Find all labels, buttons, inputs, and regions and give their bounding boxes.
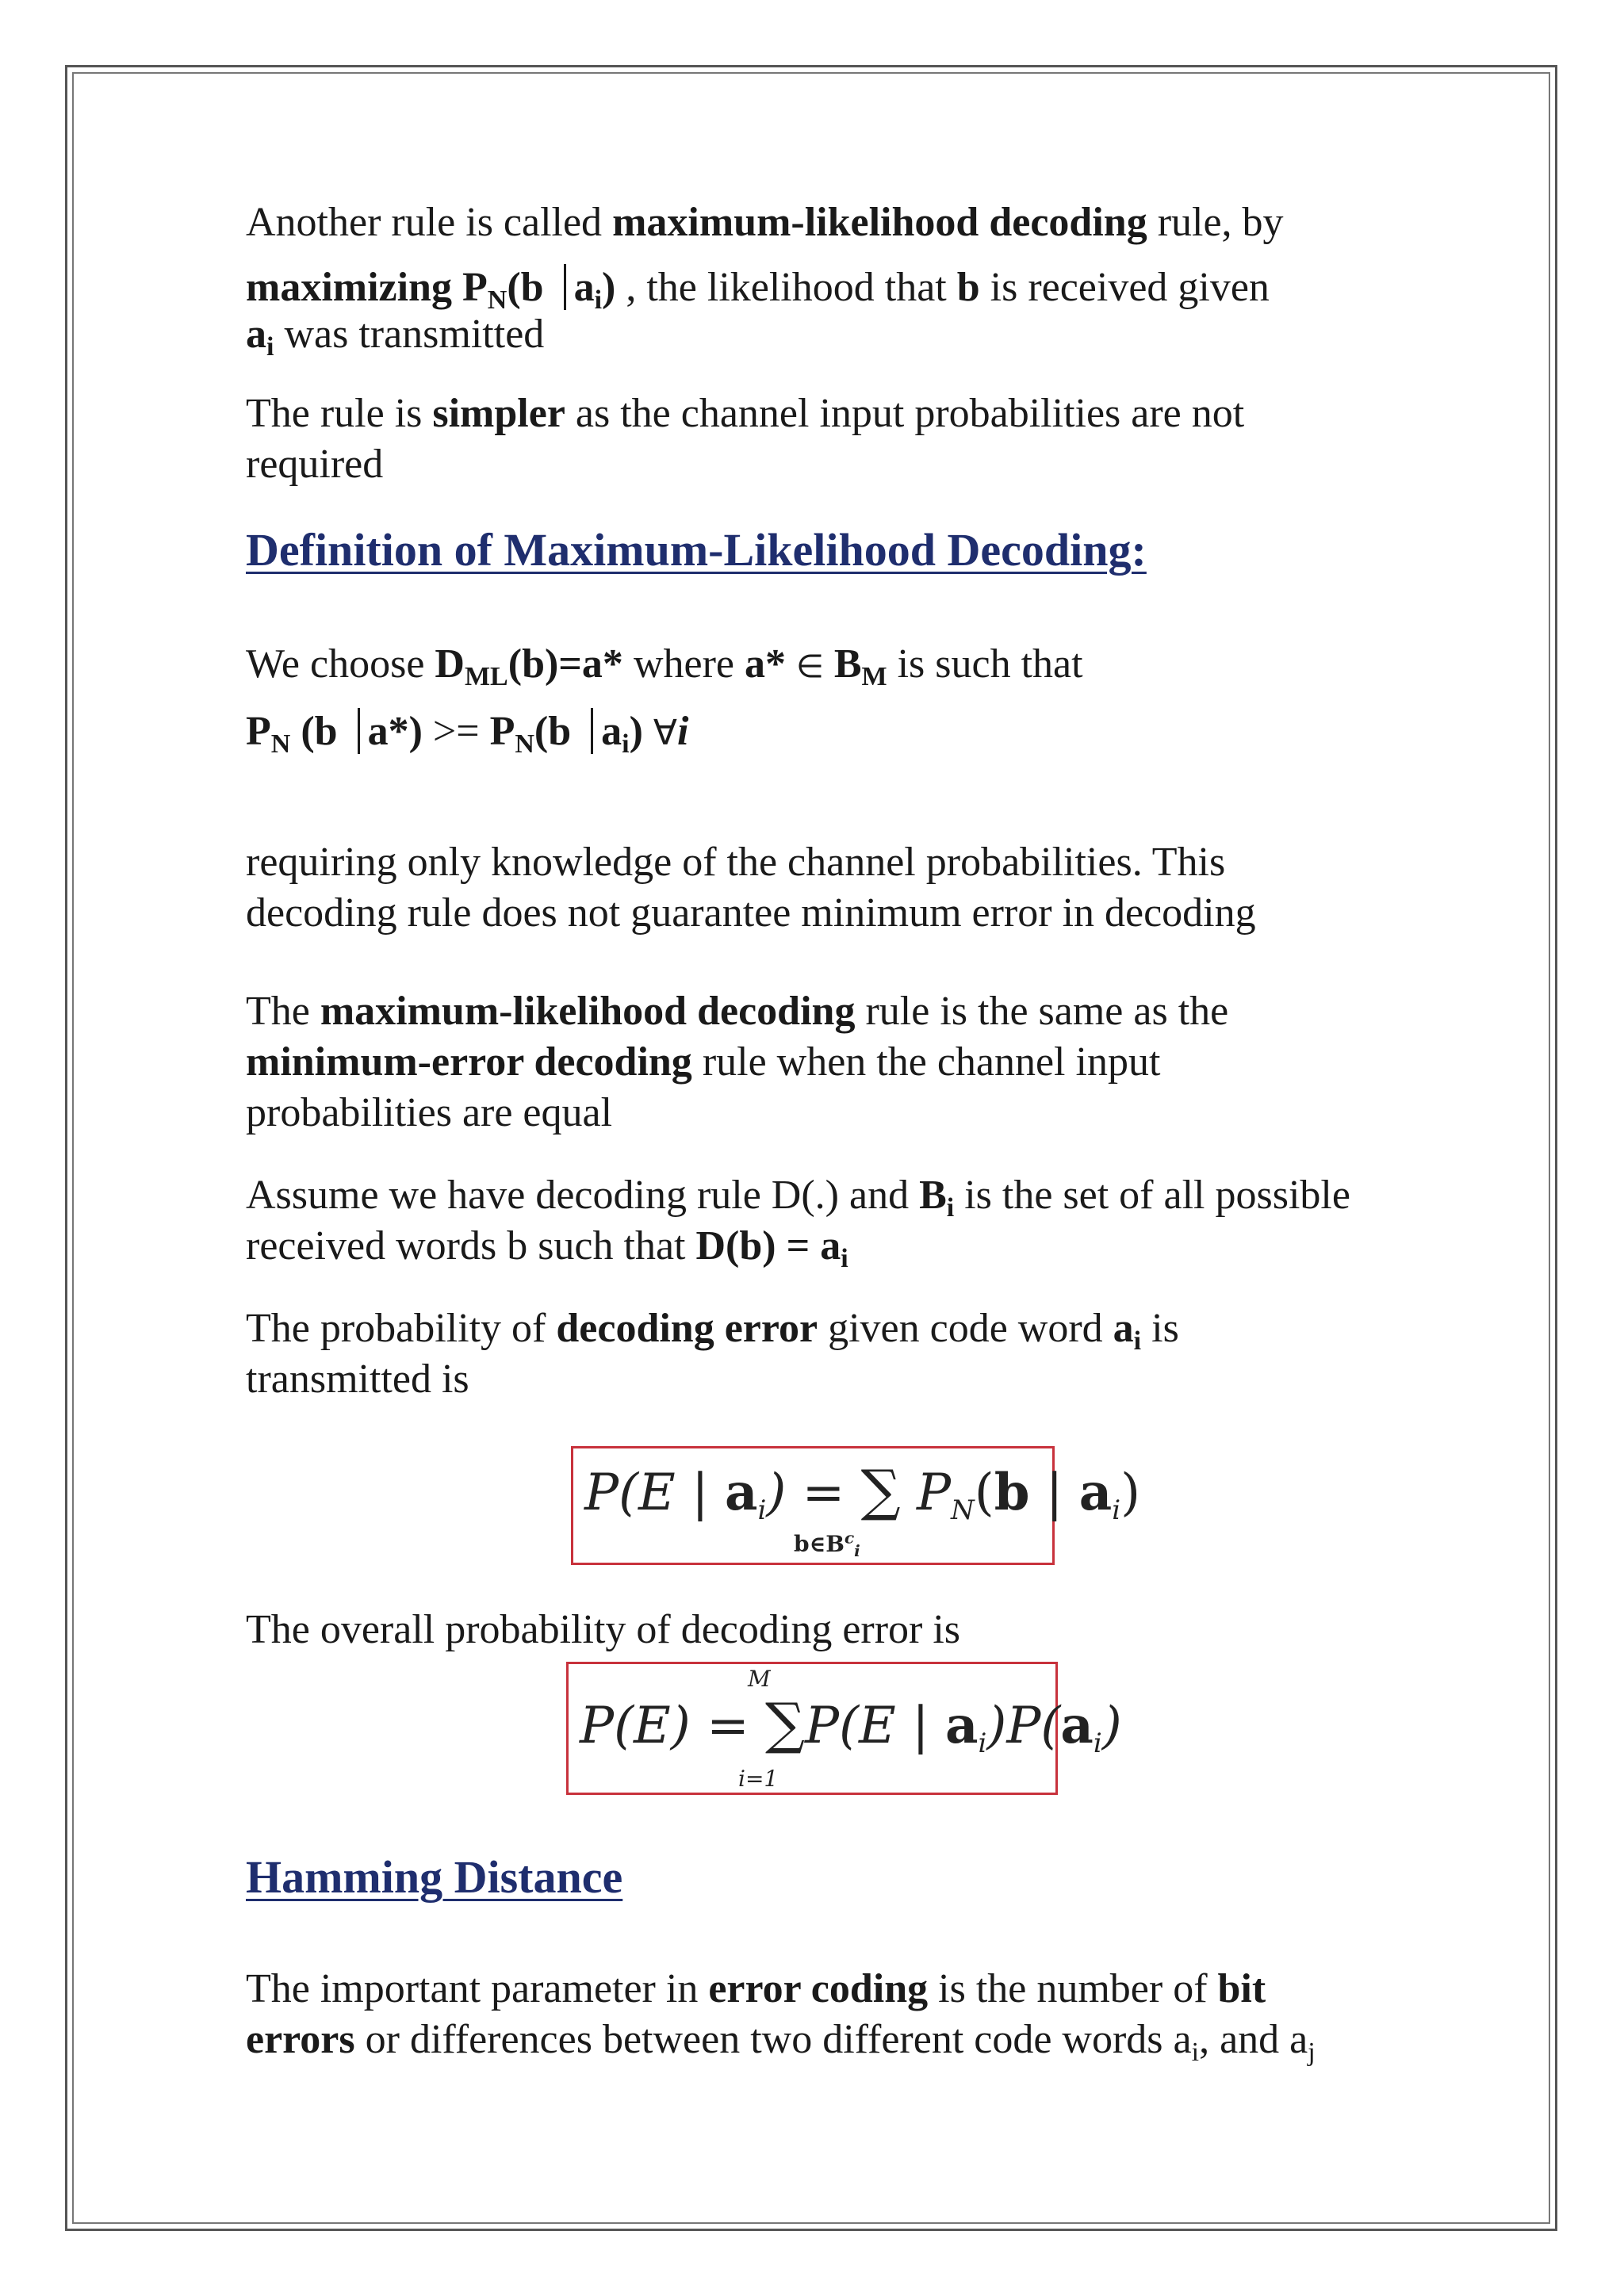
formula-bold: a — [945, 1696, 979, 1755]
formula-bold: b — [994, 1463, 1030, 1522]
conditional-bar — [564, 264, 566, 310]
text: as the channel input probabilities are not required — [246, 391, 1245, 487]
conditional-bar — [358, 708, 360, 754]
paragraph-overall: The overall probability of decoding error is — [246, 1607, 961, 1652]
formula-subscript: N — [951, 1494, 975, 1526]
bold-text: (b)=a* — [508, 641, 623, 687]
subscript: N — [515, 729, 534, 759]
formula-text: )P( — [986, 1697, 1061, 1755]
paragraph-simpler — [246, 388, 1372, 490]
paragraph-assume — [246, 1170, 1372, 1272]
formula-text: P(E | — [584, 1464, 725, 1522]
text: >= — [422, 709, 490, 754]
formula-text: | — [1029, 1464, 1079, 1522]
text: rule is the same as the — [855, 989, 1229, 1034]
paragraph-ml-rule — [246, 190, 1372, 360]
paragraph-definition — [246, 632, 1372, 766]
text: given code word — [818, 1306, 1113, 1351]
paragraph-knowledge: requiring only knowledge of the channel probabilities. This decoding rule does not guarantee minimum error in decoding — [246, 840, 1256, 936]
subscript: ML — [464, 662, 508, 691]
text: is such that — [887, 641, 1083, 687]
text: The rule is — [246, 391, 433, 436]
document-body — [246, 190, 1372, 2065]
text: is received given — [979, 265, 1270, 310]
subscript: i — [946, 1193, 955, 1223]
element-of-symbol: ∈ — [795, 649, 824, 685]
bold-text: ) — [629, 709, 653, 754]
subscript: i — [841, 1244, 848, 1273]
formula-superscript: c — [844, 1528, 855, 1548]
text: , the likelihood that — [615, 265, 957, 310]
text: , and a — [1199, 2017, 1308, 2062]
def-line2 — [246, 699, 1372, 766]
formula-subscript: i — [854, 1541, 860, 1560]
text: or differences between two different code words a — [354, 2017, 1192, 2062]
subscript: M — [861, 662, 887, 691]
formula-bold: a — [1060, 1696, 1094, 1755]
formula2-expression — [580, 1691, 1122, 1759]
forall-symbol: ∀ — [653, 713, 678, 753]
subscript: i — [1191, 2038, 1200, 2067]
text: rule when the channel input probabilities are equal — [246, 1039, 1161, 1135]
bold-text: a* — [744, 641, 796, 687]
text: The probability of — [246, 1306, 557, 1351]
text: rule, by — [1147, 200, 1284, 245]
formula-text: ) — [1120, 1464, 1141, 1522]
text: The important parameter in — [246, 1966, 709, 2011]
subscript: i — [594, 285, 603, 315]
subscript: i — [1133, 1326, 1142, 1356]
bold-text: minimum-error decoding — [246, 1039, 692, 1085]
conditional-bar — [591, 708, 593, 754]
heading-definition: Definition of Maximum-Likelihood Decoding: — [246, 524, 1147, 576]
formula-subscript: i — [1112, 1494, 1121, 1526]
bold-text: D(b) = a — [695, 1223, 841, 1269]
bold-text: B — [919, 1173, 947, 1218]
formula-subscript: i — [757, 1494, 767, 1526]
bold-text: a — [573, 265, 595, 310]
bold-text: P — [246, 709, 271, 754]
text: is transmitted is — [246, 1306, 1179, 1402]
formula-subscript: i — [978, 1728, 987, 1759]
formula-subscript: i — [1093, 1728, 1102, 1759]
bold-text: a*) — [367, 709, 423, 754]
paragraph-same-rule — [246, 986, 1372, 1138]
text: Assume we have decoding rule D(.) and — [246, 1173, 920, 1218]
formula-text: ) — [1101, 1697, 1122, 1755]
formula1-expression — [584, 1458, 1140, 1526]
text: was transmitted — [274, 312, 545, 357]
bold-text: maximum-likelihood decoding — [612, 200, 1147, 245]
text: The — [246, 989, 320, 1034]
formula-bold: a — [725, 1463, 758, 1522]
italic-variable: i — [677, 709, 689, 754]
bold-text: a — [246, 312, 266, 357]
bold-text: maximum-likelihood decoding — [320, 989, 856, 1034]
formula-text: b∈B — [794, 1531, 845, 1557]
subscript: i — [266, 332, 274, 362]
text: We choose — [246, 641, 435, 687]
text: Another rule is called — [246, 200, 613, 245]
subscript: N — [270, 729, 291, 759]
sigma-symbol: ∑ — [860, 1458, 901, 1523]
formula-text: P — [916, 1464, 952, 1522]
bold-text: (b — [507, 265, 554, 310]
bold-text: error coding — [708, 1966, 929, 2011]
text: is the number of — [928, 1966, 1218, 2011]
formula-text: P(E | — [805, 1697, 946, 1755]
bold-text: simpler — [432, 391, 565, 436]
bold-text: maximizing P — [246, 265, 488, 310]
def-line1 — [246, 632, 1372, 699]
bold-text: bit errors — [246, 1966, 1266, 2062]
subscript: j — [1308, 2038, 1316, 2067]
paragraph-error-prob — [246, 1303, 1372, 1405]
subscript: i — [622, 729, 630, 759]
formula1-sum-index — [794, 1528, 860, 1560]
bold-text: ) — [602, 265, 616, 310]
p1-line1 — [246, 190, 1372, 320]
heading-hamming: Hamming Distance — [246, 1851, 623, 1903]
bold-text: (b — [534, 709, 582, 754]
text: where — [622, 641, 745, 687]
formula-text: ( — [974, 1464, 994, 1522]
formula2-sum-lower: i=1 — [738, 1766, 779, 1792]
formula-text: P(E) = — [580, 1697, 766, 1755]
formula-conditional-error — [571, 1446, 1141, 1565]
formula-overall-error — [566, 1662, 1122, 1795]
bold-text: a — [1113, 1306, 1134, 1351]
bold-text: D — [435, 641, 465, 687]
bold-text: b — [956, 265, 980, 310]
bold-text: P — [489, 709, 515, 754]
formula-text: ) = — [766, 1464, 861, 1522]
subscript: N — [487, 285, 508, 315]
bold-text: B — [823, 641, 862, 687]
formula-bold: a — [1078, 1463, 1113, 1522]
bold-text: a — [601, 709, 622, 754]
sigma-symbol: ∑ — [765, 1691, 806, 1756]
paragraph-hamming — [246, 1964, 1372, 2065]
text: is the set of all possible received words b such that — [246, 1173, 1350, 1269]
bold-text: (b — [290, 709, 348, 754]
formula2-sum-upper: M — [748, 1666, 771, 1692]
bold-text: decoding error — [556, 1306, 818, 1351]
